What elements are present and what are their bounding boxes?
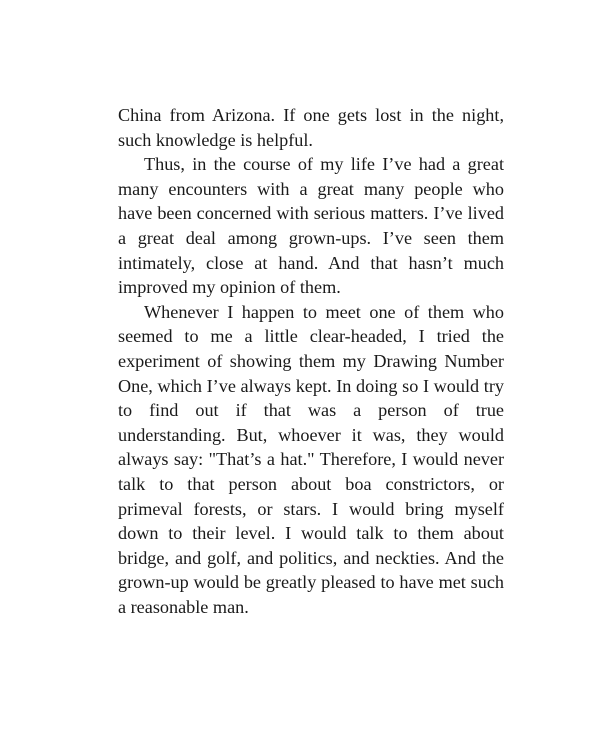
page-body (118, 103, 504, 619)
paragraph-3: Whenever I happen to meet one of them who seemed to me a little clear-headed, I tried the experiment of showing them my Drawing Number One, which I’ve always kept. In doing so I would try to find out if that was a person of true understanding. But, whoever it was, they would always say: "That’s a hat." Therefore, I would never talk to that person about boa constrictors, or primeval forests, or stars. I would bring myself down to their level. I would talk to them about bridge, and golf, and politics, and neckties. And the grown-up would be greatly pleased to have met such a reasonable man. (118, 301, 504, 617)
paragraph-1: China from Arizona. If one gets lost in the night, such knowledge is helpful. (118, 105, 504, 150)
paragraph-2: Thus, in the course of my life I’ve had a great many encounters with a great many people who have been concerned with serious matters. I’ve lived a great deal among grown-ups. I’ve seen them intimately, close at hand. And that hasn’t much improved my opinion of them. (118, 154, 504, 298)
